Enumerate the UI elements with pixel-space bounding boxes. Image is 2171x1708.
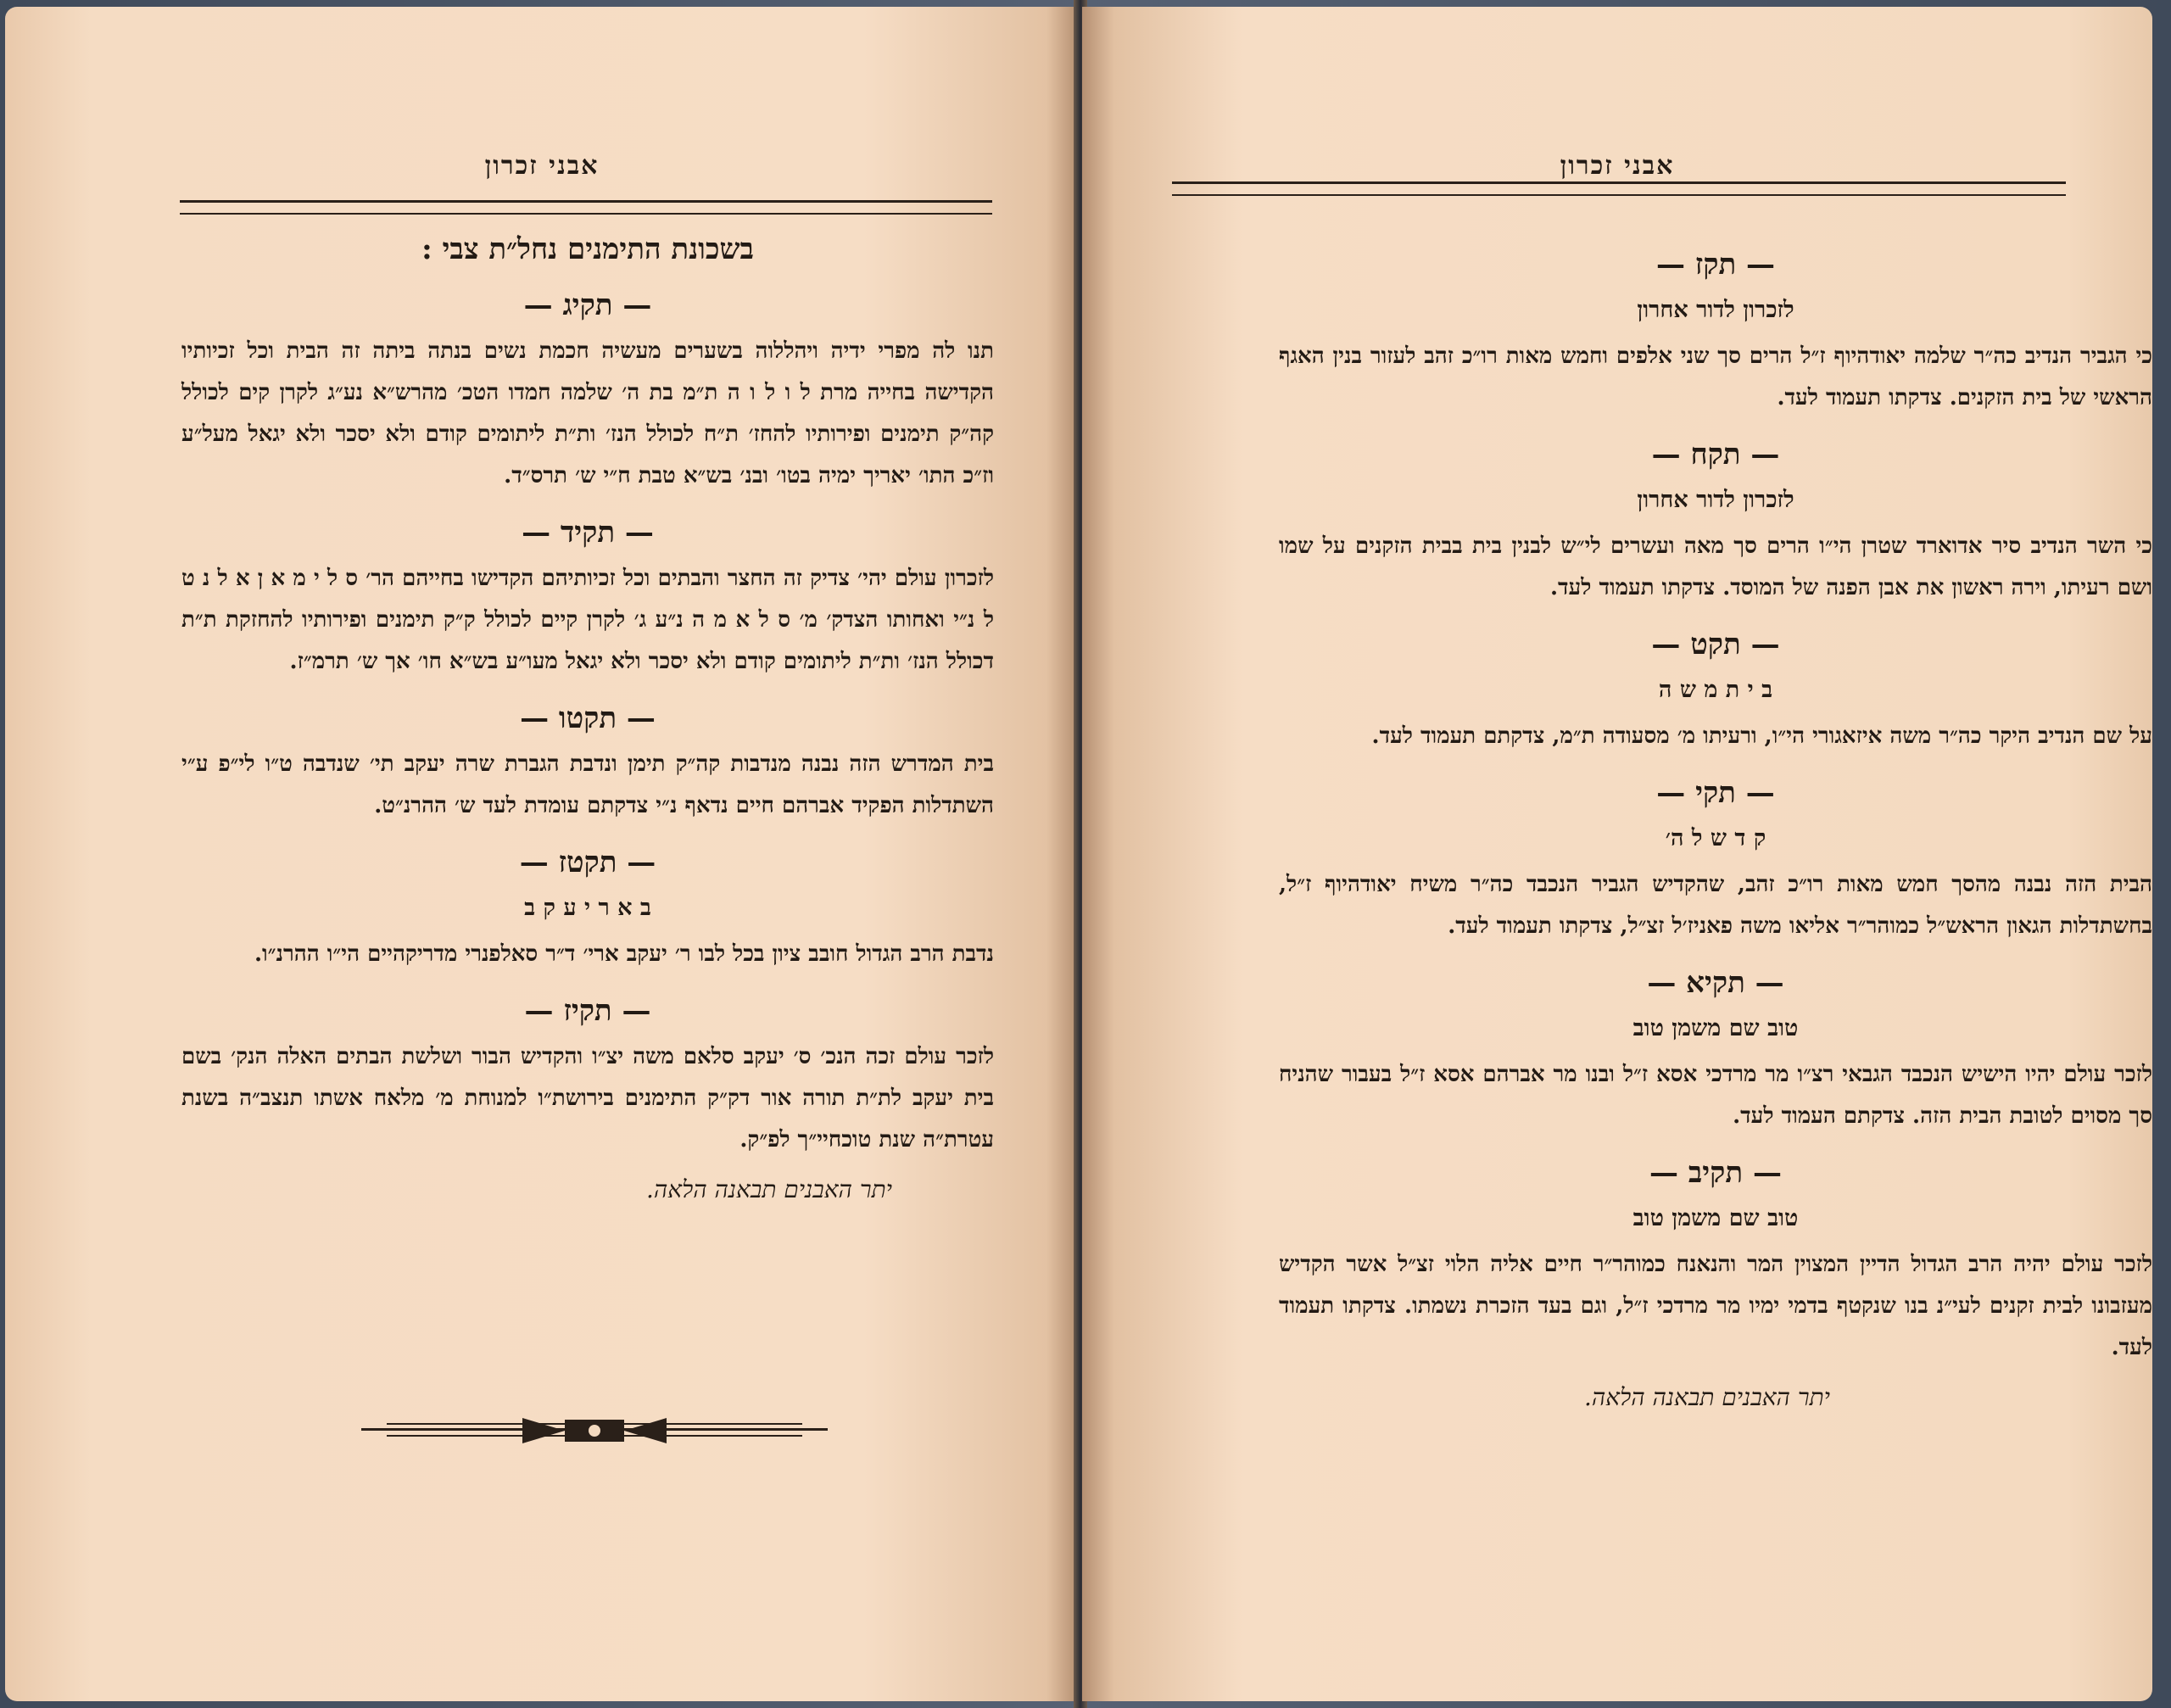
left-content [181,229,994,1219]
entry-text: בית המדרש הזה נבנה מנדבות קה״ק תימן ונדבת הגברת שרה יעקב תי׳ שנדבה ט״ו לי״פ ע״י השתדלות הפקיד אברהם חיים נדאף נ״י צדקתם עומדת לעד ש׳ ההרנ״ט. [181,751,994,818]
entry-text: תנו לה מפרי ידיה ויהללוה בשערים מעשיה חכמת נשים בנתה ביתה זה הבית וכל זכיותיו הקדישה בחייה מרת ל ו ל ו ה ת״מ בת ה׳ שלמה חמדו הטכ׳ מהרש״א נע״ג לקרן קים לכולל קה״ק תימנים ופירותיו להחז׳ ת״ח לכולל הנז׳ ות״ת ליתומים קודם ולא יסכר ולא יגאל מעל״ע וז״כ התו׳ יאריך ימיה בטו׳ ובנ׳ בש״א טבת ח״י ש׳ תרס״ד. [181,338,994,488]
entry-heading: — תקיד — [522,516,654,550]
left-section-title: בשכונת התימנים נחל״ת צבי : [421,232,754,266]
entry-515 [181,698,994,827]
entry-subheading: ב א ר י ע ק ב [524,895,651,921]
entry-text: נדבת הרב הגדול חובב ציון בכל לבו ר׳ יעקב ארי׳ ד״ר סאלפנרי מדריקהיים הי״ו ההרנ״ו. [254,941,994,967]
entry-heading: — תקיג — [523,288,652,322]
entry-510 [1279,773,2152,947]
entry-subheading: לזכרון לדור אחרון [1637,297,1794,323]
right-header-rule [1172,181,2066,196]
entry-heading: — תקיב — [1649,1156,1782,1190]
left-page [5,7,1079,1701]
entry-511 [1279,963,2152,1137]
entry-heading: — תקז — [1655,248,1776,282]
left-running-head: אבני זכרון [484,151,600,181]
entry-507 [1279,244,2152,419]
entry-subheading: ק ד ש ל ה׳ [1665,825,1766,851]
entry-subheading: טוב שם משמן טוב [1632,1205,1799,1231]
entry-heading: — תקט — [1651,628,1780,661]
entry-subheading: ב י ת מ ש ה [1658,677,1773,703]
entry-text: הבית הזה נבנה מהסך חמש מאות רו״כ זהב, שהקדיש הגביר הנכבד כה״ר משיח יאודהיוף ז״ל, בחשתדלות הגאון הראש״ל כמוהר״ר אליאו משה פאניז׳ל זצ״ל, צדקתו תעמוד לעד. [1279,872,2152,939]
entry-508 [1279,434,2152,609]
entry-heading: — תקטו — [520,701,656,735]
right-closing-line: יתר האבנים תבאנה הלאה. [1584,1383,1830,1411]
entry-heading: — תקטז — [519,846,656,879]
left-header-rule [180,200,992,215]
left-closing-line: יתר האבנים תבאנה הלאה. [646,1175,892,1203]
entry-text: כי הגביר הנדיב כה״ר שלמה יאודהיוף ז״ל הרים סך שני אלפים וחמש מאות רו״כ זהב לעזור בנין האגף הראשי של בית הזקנים. צדקתו תעמוד לעד. [1279,343,2152,410]
right-page [1082,7,2152,1701]
entry-text: לזכר עולם יהיה הרב הגדול הדיין המצוין המר והנאנח כמוהר״ר חיים אליה הלוי זצ״ל אשר הקדיש מעזבונו לבית זקנים לעי״נ בנו שנקטף בדמי ימיו מר מרדכי ז״ל, וגם בעד הזכרת נשמתו. צדקתו תעמוד לעד. [1279,1252,2152,1360]
right-running-head: אבני זכרון [1560,151,1675,181]
entry-heading: — תקיז — [524,994,651,1028]
entry-subheading: טוב שם משמן טוב [1632,1015,1799,1041]
entry-text: לזכר עולם זכה הנכ׳ ס׳ יעקב סלאם משה יצ״ו והקדיש הבור ושלשת הבתים האלה הנק׳ בשם בית יעקב לת״ת תורה אור דק״ק התימנים בירושת״ו למנוחת מ׳ מלאח אשתו תנצב״ה בשנת עטרת״ה שנת טוכחיי״ך לפ״ק. [181,1044,994,1153]
entry-text: על שם הנדיב היקר כה״ר משה איזאגורי הי״ו, ורעיתו מ׳ מסעודה ת״מ, צדקתם תעמוד לעד. [1371,723,2152,749]
entry-subheading: לזכרון לדור אחרון [1637,487,1794,513]
entry-512 [1279,1153,2152,1369]
entry-text: כי השר הנדיב סיר אדוארד שטרן הי״ו הרים סך מאה ועשרים לי״ש לבנין בית בבית הזקנים על שמו ושם רעיתו, וירה ראשון את אבן הפנה של המוסד. צדקתו תעמוד לעד. [1279,533,2152,600]
ornament-divider-icon [361,1415,828,1447]
entry-514 [181,512,994,683]
entry-heading: — תקיא — [1647,966,1784,1000]
entry-517 [181,991,994,1161]
entry-text: לזכר עולם יהיו הישיש הנכבד הגבאי רצ״ו מר מרדכי אסא ז״ל ובנו מר אברהם אסא ז״ל בעבור שהניח סך מסוים לטובת הבית הזה. צדקתם העמוד לעד. [1279,1062,2152,1129]
entry-513 [181,285,994,497]
right-content [1279,229,2152,1426]
entry-516 [181,842,994,975]
entry-heading: — תקי — [1656,776,1775,810]
entry-509 [1279,624,2152,757]
entry-heading: — תקח — [1651,438,1780,472]
entry-text: לזכרון עולם יהי׳ צדיק זה החצר והבתים וכל זכיותיהם הקדישו בחייהם הר׳ ס ל י מ א ן א ל נ ט ל נ״י ואחותו הצדק׳ מ׳ ס ל א מ ה נ״ע ג׳ לקרן קיים לכולל ק״ק תימנים ופירותיו להחזקת ת״ת דכולל הנז׳ ות״ת ליתומים קודם ולא יסכר ולא יגאל מעו״ע בש״א חו׳ אך ש׳ תרמ״ז. [181,566,994,674]
